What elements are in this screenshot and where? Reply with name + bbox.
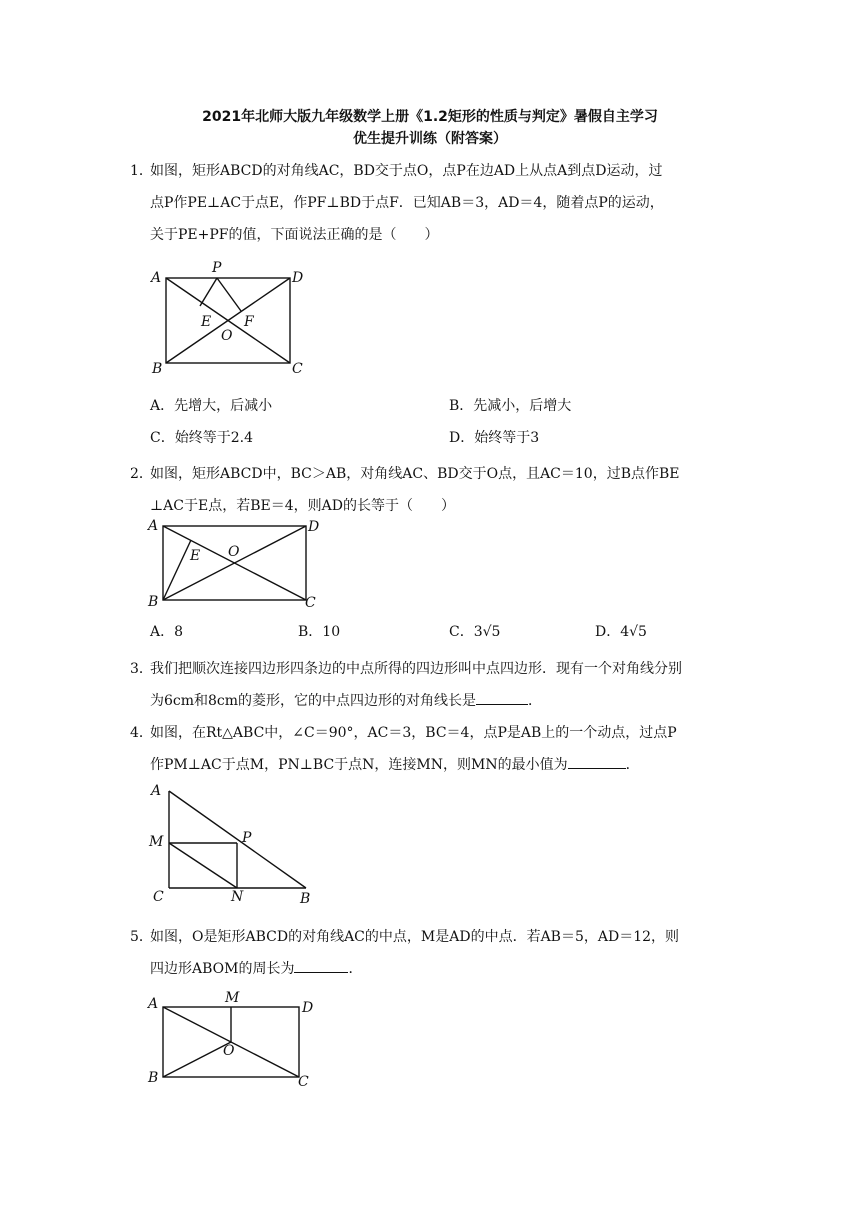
q3-text-line2-end: ． (528, 693, 543, 709)
q4-label-a: A (151, 783, 162, 799)
q2-label-o: O (228, 544, 240, 560)
q1-option-b: B．先减小，后增大 (449, 398, 572, 414)
q1-text-line3: 关于PE+PF的值，下面说法正确的是（ ） (150, 227, 439, 243)
q2-option-b: B．10 (298, 624, 341, 640)
q4-label-p: P (242, 830, 252, 846)
q4-text-line2 (150, 754, 640, 774)
q2-text-line2: ⊥AC于E点，若BE＝4，则AD的长等于（ ） (150, 498, 455, 514)
q2-label-a: A (148, 518, 159, 534)
q2-label-e: E (190, 548, 201, 564)
document-title-line1: 2021年北师大版九年级数学上册《1.2矩形的性质与判定》暑假自主学习 (202, 109, 658, 125)
q2-number: 2． (130, 466, 153, 482)
q4-text-line2-start: 作PM⊥AC于点M，PN⊥BC于点N，连接MN，则MN的最小值为 (150, 757, 568, 773)
q5-label-m: M (225, 990, 240, 1006)
q1-segment-pf (217, 278, 241, 311)
q2-segment-be (163, 540, 191, 600)
q2-figure (145, 514, 330, 612)
q5-label-a: A (148, 996, 159, 1012)
q5-label-d: D (302, 1000, 314, 1016)
q2-option-c: C．3√5 (449, 624, 501, 640)
q4-label-m: M (149, 834, 164, 850)
q4-figure (145, 781, 325, 906)
q2-label-d: D (308, 519, 320, 535)
q2-label-c: C (305, 595, 316, 611)
q4-segment-mn (169, 843, 237, 888)
q5-text-line2-end: ． (348, 961, 363, 977)
q1-option-a: A．先增大，后减小 (150, 398, 273, 414)
q5-text-line1: 如图，O是矩形ABCD的对角线AC的中点，M是AD的中点．若AB＝5，AD＝12，则 (150, 929, 680, 945)
q1-label-c: C (292, 361, 303, 377)
q3-answer-blank (476, 692, 528, 705)
q4-label-c: C (153, 889, 164, 905)
q3-text-line1: 我们把顺次连接四边形四条边的中点所得的四边形叫中点四边形．现有一个对角线分别 (150, 661, 682, 677)
q1-text-line2: 点P作PE⊥AC于点E，作PF⊥BD于点F．已知AB＝3，AD＝4，随着点P的运动， (150, 195, 664, 211)
document-title-line2: 优生提升训练（附答案） (353, 131, 507, 147)
q5-segment-bo (163, 1042, 231, 1077)
q3-number: 3． (130, 661, 153, 677)
q3-text-line2 (150, 690, 542, 710)
q4-text-line2-end: ． (625, 757, 640, 773)
q5-figure (145, 988, 325, 1090)
q4-answer-blank (568, 756, 626, 769)
q1-label-p: P (212, 260, 222, 276)
q5-number: 5． (130, 929, 153, 945)
q5-label-o: O (223, 1043, 235, 1059)
q2-option-d: D．4√5 (595, 624, 647, 640)
q5-answer-blank (294, 960, 348, 973)
q1-label-b: B (152, 361, 163, 377)
q4-label-b: B (300, 891, 311, 906)
q1-text-line1: 如图，矩形ABCD的对角线AC，BD交于点O，点P在边AD上从点A到点D运动，过 (150, 163, 663, 179)
q5-label-c: C (298, 1074, 309, 1090)
q1-label-d: D (292, 270, 304, 286)
q4-number: 4． (130, 725, 153, 741)
q2-label-b: B (148, 594, 159, 610)
q4-label-n: N (231, 889, 244, 905)
q1-label-a: A (151, 270, 162, 286)
q1-label-o: O (221, 328, 233, 344)
q5-text-line2 (150, 958, 362, 978)
q4-text-line1: 如图，在Rt△ABC中，∠C＝90°，AC＝3，BC＝4，点P是AB上的一个动点，过点P (150, 725, 677, 741)
q1-option-c: C．始终等于2.4 (150, 430, 253, 446)
q1-figure (150, 258, 320, 378)
q2-option-a: A．8 (150, 624, 184, 640)
q5-text-line2-start: 四边形ABOM的周长为 (150, 961, 295, 977)
q1-segment-pe (200, 278, 217, 306)
q1-option-d: D．始终等于3 (449, 430, 540, 446)
q2-text-line1: 如图，矩形ABCD中，BC＞AB，对角线AC、BD交于O点，且AC＝10，过B点作BE (150, 466, 680, 482)
q1-label-f: F (244, 314, 254, 330)
q1-label-e: E (201, 314, 212, 330)
q5-label-b: B (148, 1070, 159, 1086)
q1-number: 1． (130, 163, 153, 179)
q3-text-line2-start: 为6cm和8cm的菱形，它的中点四边形的对角线长是 (150, 693, 477, 709)
